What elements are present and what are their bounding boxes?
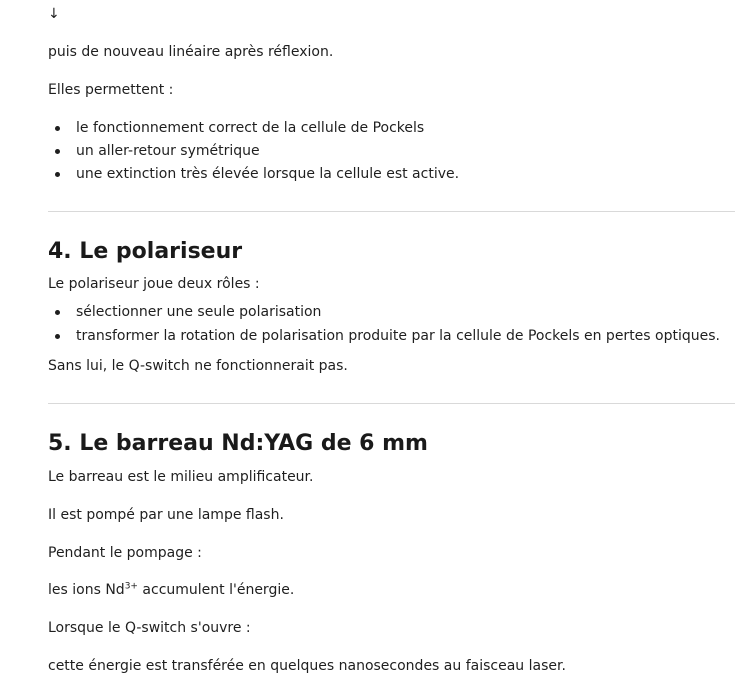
text-span: accumulent l'énergie. xyxy=(137,582,295,598)
list-item: un aller-retour symétrique xyxy=(48,141,459,164)
bullet-list xyxy=(48,302,720,350)
paragraph: Le polariseur joue deux rôles : xyxy=(48,276,260,292)
paragraph: Lorsque le Q-switch s'ouvre : xyxy=(48,620,251,636)
arrow-symbol: ↓ xyxy=(48,6,60,22)
paragraph: Sans lui, le Q-switch ne fonctionnerait pas. xyxy=(48,358,348,374)
paragraph: Il est pompé par une lampe flash. xyxy=(48,507,284,523)
divider xyxy=(48,403,735,404)
paragraph: Pendant le pompage : xyxy=(48,545,202,561)
section-heading: 4. Le polariseur xyxy=(48,239,243,264)
text-span: les ions Nd xyxy=(48,582,125,598)
list-item: une extinction très élevée lorsque la cellule est active. xyxy=(48,164,459,187)
superscript: 3+ xyxy=(124,581,138,592)
bullet-list xyxy=(48,118,459,187)
list-item: le fonctionnement correct de la cellule de Pockels xyxy=(48,118,459,141)
paragraph: Elles permettent : xyxy=(48,82,174,98)
list-item: sélectionner une seule polarisation xyxy=(48,302,720,326)
divider xyxy=(48,211,735,212)
list-item: transformer la rotation de polarisation produite par la cellule de Pockels en pertes optiques. xyxy=(48,326,720,350)
paragraph xyxy=(48,580,294,600)
paragraph: Le barreau est le milieu amplificateur. xyxy=(48,469,314,485)
paragraph: cette énergie est transférée en quelques nanosecondes au faisceau laser. xyxy=(48,658,566,674)
paragraph: puis de nouveau linéaire après réflexion. xyxy=(48,44,334,60)
section-heading: 5. Le barreau Nd:YAG de 6 mm xyxy=(48,431,428,456)
